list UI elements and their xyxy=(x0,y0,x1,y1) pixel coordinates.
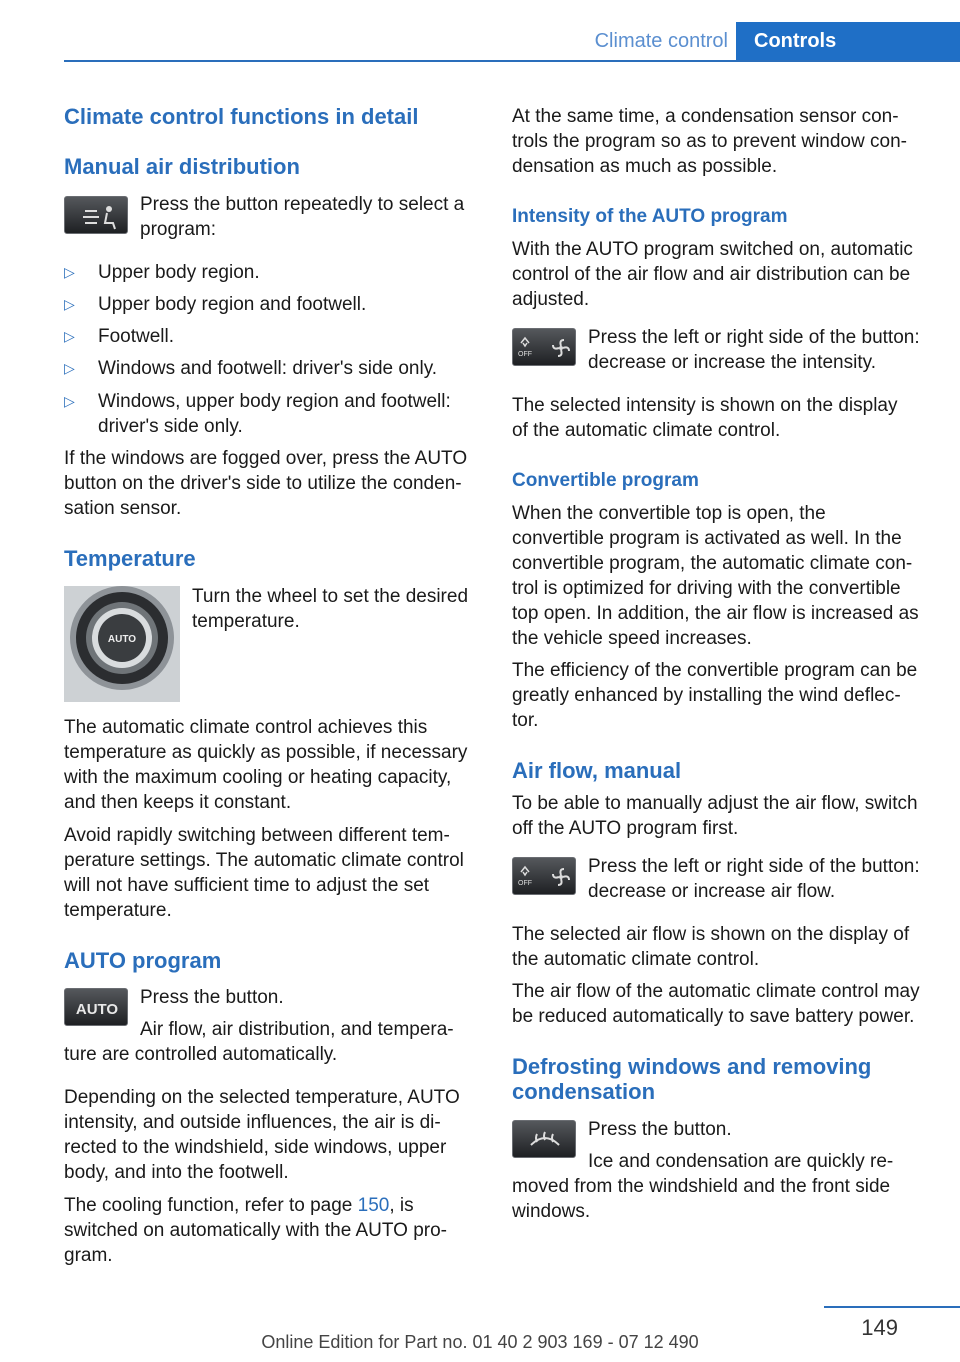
convertible-p1-line-6: the vehicle speed increases. xyxy=(512,628,752,649)
intensity-p1-line-2: control of the air flow and air distribution can be xyxy=(512,264,911,285)
fan-intensity-button-icon xyxy=(512,328,576,366)
temperature-p1-line-2: temperature as quickly as possible, if necessary xyxy=(64,742,468,763)
air-distribution-button-icon xyxy=(64,196,128,234)
online-edition-footer: Online Edition for Part no. 01 40 2 903 169 - 07 12 490 xyxy=(261,1332,699,1352)
airflow-p1-line-1: To be able to manually adjust the air flow, switch xyxy=(512,793,918,814)
page-reference-link[interactable]: 150 xyxy=(357,1195,390,1216)
temperature-intro-line-1: Turn the wheel to set the desired xyxy=(192,586,469,607)
bullet-triangle-icon: ▷ xyxy=(64,360,75,376)
convertible-p1-line-3: convertible program, the automatic climate con‐ xyxy=(512,553,913,574)
header-rule xyxy=(64,60,960,62)
temperature-p2-line-4: temperature. xyxy=(64,900,172,921)
convertible-heading: Convertible program xyxy=(512,470,699,491)
convertible-p2-line-3: tor. xyxy=(512,710,539,731)
fogged-line-3: sation sensor. xyxy=(64,498,182,519)
running-header-section: Climate control xyxy=(594,30,728,52)
bullet-triangle-icon: ▷ xyxy=(64,328,75,344)
auto-p2-line-1: Depending on the selected temperature, AUTO xyxy=(64,1087,460,1108)
manual-intro-line-1: Press the button repeatedly to select a xyxy=(140,194,465,215)
intensity-press-line-1: Press the left or right side of the button: xyxy=(588,327,920,348)
intensity-p2-line-1: The selected intensity is shown on the display xyxy=(512,395,898,416)
temperature-heading: Temperature xyxy=(64,546,196,571)
convertible-p1-line-2: convertible program is activated as well. In the xyxy=(512,528,902,549)
auto-p2-line-4: body, and into the footwell. xyxy=(64,1162,289,1183)
auto-p3-line-3: gram. xyxy=(64,1245,113,1266)
list-item-text: Windows and footwell: driver's side only. xyxy=(98,358,438,379)
auto-button-icon xyxy=(64,988,128,1026)
airflow-press-line-2: decrease or increase air flow. xyxy=(588,881,836,902)
intensity-press-line-2: decrease or increase the intensity. xyxy=(588,352,876,373)
convertible-p1-line-1: When the convertible top is open, the xyxy=(512,503,826,524)
auto-p1-line-2: ture are controlled automatically. xyxy=(64,1044,338,1065)
list-item-text: Windows, upper body region and footwell: xyxy=(98,391,451,412)
temperature-wheel-image xyxy=(64,586,180,702)
intensity-p1-line-3: adjusted. xyxy=(512,289,590,310)
intensity-p2-line-2: of the automatic climate control. xyxy=(512,420,781,441)
defrost-press-text: Press the button. xyxy=(588,1119,732,1140)
auto-p3-text-after: , is xyxy=(389,1195,414,1216)
convertible-p2-line-2: greatly enhanced by installing the wind deflec‐ xyxy=(512,685,901,706)
bullet-triangle-icon: ▷ xyxy=(64,393,75,409)
auto-p1-line-1: Air flow, air distribution, and tempera‐ xyxy=(140,1019,454,1040)
defrost-button-icon xyxy=(512,1120,576,1158)
fan-airflow-button-icon xyxy=(512,857,576,895)
condensation-line-1: At the same time, a condensation sensor con‐ xyxy=(512,106,899,127)
defrost-p1-line-1: Ice and condensation are quickly re‐ xyxy=(588,1151,894,1172)
running-header-tab xyxy=(736,22,960,62)
temperature-intro-line-2: temperature. xyxy=(192,611,300,632)
fogged-line-1: If the windows are fogged over, press the AUTO xyxy=(64,448,468,469)
manual-air-distribution-heading: Manual air distribution xyxy=(64,154,300,179)
convertible-p2-line-1: The efficiency of the convertible program can be xyxy=(512,660,918,681)
wheel-auto-text: AUTO xyxy=(107,634,137,645)
auto-p3-text: The cooling function, refer to page xyxy=(64,1195,358,1216)
bullet-triangle-icon: ▷ xyxy=(64,264,75,280)
intensity-heading: Intensity of the AUTO program xyxy=(512,206,788,227)
temperature-p2-line-3: will not have sufficient time to adjust the set xyxy=(64,875,430,896)
list-item-text: Footwell. xyxy=(98,326,175,347)
airflow-p3-line-2: be reduced automatically to save battery power. xyxy=(512,1006,915,1027)
off-label-text: OFF xyxy=(518,880,532,887)
air-flow-manual-heading: Air flow, manual xyxy=(512,758,682,783)
airflow-p2-line-2: the automatic climate control. xyxy=(512,949,760,970)
convertible-p1-line-4: trol is optimized for driving with the convertible xyxy=(512,578,901,599)
defrost-p1-line-3: windows. xyxy=(512,1201,591,1222)
manual-intro-line-2: program: xyxy=(140,219,217,240)
defrost-p1-line-2: moved from the windshield and the front side xyxy=(512,1176,891,1197)
auto-p2-line-2: intensity, and outside influences, the air is di‐ xyxy=(64,1112,441,1133)
airflow-p2-line-1: The selected air flow is shown on the display of xyxy=(512,924,910,945)
page-number: 149 xyxy=(861,1315,898,1340)
list-item-text: Upper body region. xyxy=(98,262,260,283)
fogged-line-2: button on the driver's side to utilize the conden‐ xyxy=(64,473,462,494)
bullet-triangle-icon: ▷ xyxy=(64,296,75,312)
temperature-p1-line-4: and then keeps it constant. xyxy=(64,792,292,813)
off-label-text: OFF xyxy=(518,351,532,358)
footer-rule xyxy=(824,1306,960,1308)
auto-press-text: Press the button. xyxy=(140,987,284,1008)
airflow-p3-line-1: The air flow of the automatic climate control may xyxy=(512,981,920,1002)
temperature-p2-line-1: Avoid rapidly switching between different tem‐ xyxy=(64,825,450,846)
condensation-line-2: trols the program so as to prevent window con‐ xyxy=(512,131,907,152)
intensity-p1-line-1: With the AUTO program switched on, automatic xyxy=(512,239,913,260)
airflow-press-line-1: Press the left or right side of the button: xyxy=(588,856,920,877)
convertible-p1-line-5: top open. In addition, the air flow is increased as xyxy=(512,603,919,624)
auto-button-text: AUTO xyxy=(75,1001,119,1018)
auto-p3-line-1 xyxy=(64,1193,484,1218)
section-title: Climate control functions in detail xyxy=(64,104,419,129)
airflow-p1-line-2: off the AUTO program first. xyxy=(512,818,739,839)
temperature-p1-line-3: with the maximum cooling or heating capacity, xyxy=(64,767,452,788)
running-header-tab-label: Controls xyxy=(754,30,837,52)
condensation-line-3: densation as much as possible. xyxy=(512,156,778,177)
list-item-text-continued: driver's side only. xyxy=(98,416,243,437)
defrost-heading-line-1: Defrosting windows and removing xyxy=(512,1054,872,1079)
auto-program-heading: AUTO program xyxy=(64,948,222,973)
auto-p2-line-3: rected to the windshield, side windows, upper xyxy=(64,1137,447,1158)
auto-p3-line-2: switched on automatically with the AUTO pro‐ xyxy=(64,1220,447,1241)
defrost-heading-line-2: condensation xyxy=(512,1079,656,1104)
list-item-text: Upper body region and footwell. xyxy=(98,294,367,315)
temperature-p1-line-1: The automatic climate control achieves this xyxy=(64,717,428,738)
temperature-p2-line-2: perature settings. The automatic climate control xyxy=(64,850,464,871)
